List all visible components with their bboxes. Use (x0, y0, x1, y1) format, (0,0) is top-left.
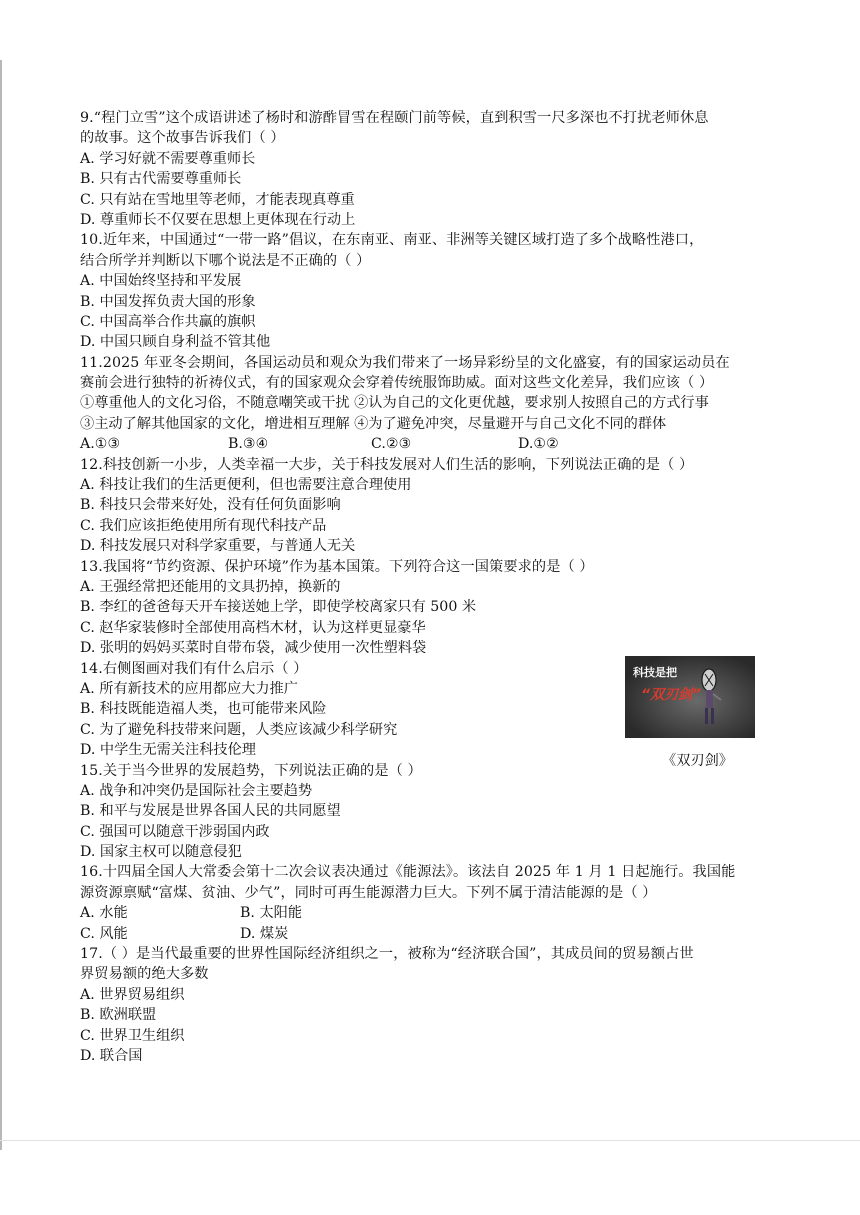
question-9-option-d[interactable]: D. 尊重师长不仅要在思想上更体现在行动上 (80, 211, 356, 228)
question-13-option-a[interactable]: A. 王强经常把还能用的文具扔掉，换新的 (80, 578, 341, 595)
question-11-option-a[interactable]: A.①③ (80, 436, 121, 453)
question-17-option-a[interactable]: A. 世界贸易组织 (80, 986, 185, 1003)
question-12-option-a[interactable]: A. 科技让我们的生活更便利，但也需要注意合理使用 (80, 477, 412, 494)
question-12-option-c[interactable]: C. 我们应该拒绝使用所有现代科技产品 (80, 517, 327, 534)
question-14-stem-line-1: 14.右侧图画对我们有什么启示（ ） (80, 660, 308, 677)
question-11-statement-line-2: ③主动了解其他国家的文化，增进相互理解 ④为了避免冲突，尽量避开与自己文化不同的群体 (80, 415, 667, 432)
question-12-option-d[interactable]: D. 科技发展只对科学家重要，与普通人无关 (80, 538, 356, 555)
question-9-option-b[interactable]: B. 只有古代需要尊重师长 (80, 171, 242, 188)
question-13-stem-line-1: 13.我国将“节约资源、保护环境”作为基本国策。下列符合这一国策要求的是（ ） (80, 558, 594, 575)
question-11-options (80, 434, 792, 454)
question-16-option-c[interactable]: C. 风能 (80, 925, 128, 942)
question-11-statement-line-1: ①尊重他人的文化习俗，不随意嘲笑或干扰 ②认为自己的文化更优越，要求别人按照自己的方式行事 (80, 395, 709, 412)
question-15-option-b[interactable]: B. 和平与发展是世界各国人民的共同愿望 (80, 803, 341, 820)
figure-caption-top: 科技是把 (633, 666, 677, 679)
question-11-option-b[interactable]: B.③④ (228, 436, 269, 453)
question-14-option-c[interactable]: C. 为了避免科技带来问题，人类应该减少科学研究 (80, 721, 398, 738)
exam-page (80, 108, 792, 1066)
question-15 (80, 761, 792, 863)
question-9-option-c[interactable]: C. 只有站在雪地里等老师，才能表现真尊重 (80, 191, 355, 208)
question-11-option-d[interactable]: D.①② (518, 436, 559, 453)
question-15-option-d[interactable]: D. 国家主权可以随意侵犯 (80, 844, 242, 861)
figure-title: 《双刃剑》 (662, 753, 733, 769)
question-17-option-b[interactable]: B. 欧洲联盟 (80, 1007, 157, 1024)
question-11 (80, 353, 792, 455)
question-10-option-a[interactable]: A. 中国始终坚持和平发展 (80, 273, 242, 290)
question-10-option-c[interactable]: C. 中国高举合作共赢的旗帜 (80, 313, 256, 330)
page-left-edge (0, 60, 2, 1150)
question-10 (80, 230, 792, 352)
question-15-option-a[interactable]: A. 战争和冲突仍是国际社会主要趋势 (80, 782, 313, 799)
question-14-option-a[interactable]: A. 所有新技术的应用都应大力推广 (80, 680, 298, 697)
question-13-option-d[interactable]: D. 张明的妈妈买菜时自带布袋，减少使用一次性塑料袋 (80, 640, 427, 657)
question-16-option-b[interactable]: B. 太阳能 (240, 905, 303, 922)
question-9-stem-line-2: 的故事。这个故事告诉我们（ ） (80, 130, 285, 147)
question-14-option-b[interactable]: B. 科技既能造福人类，也可能带来风险 (80, 701, 327, 718)
question-16-option-a[interactable]: A. 水能 (80, 905, 128, 922)
question-13-option-b[interactable]: B. 李红的爸爸每天开车接送她上学，即使学校离家只有 500 米 (80, 599, 477, 616)
question-9-stem-line-1: 9.“程门立雪”这个成语讲述了杨时和游酢冒雪在程颐门前等候，直到积雪一尺多深也不打扰老师休息 (80, 110, 709, 126)
question-12 (80, 455, 792, 557)
question-10-stem-line-1: 10.近年来，中国通过“一带一路”倡议，在东南亚、南亚、非洲等关键区域打造了多个战略性港口， (80, 232, 704, 249)
page-bottom-rule (0, 1140, 860, 1141)
question-17-stem-line-2: 界贸易额的绝大多数 (80, 966, 209, 983)
question-16-stem-line-1: 16.十四届全国人大常委会第十二次会议表决通过《能源法》。该法自 2025 年 1 月 1 日起施行。我国能 (80, 864, 736, 881)
question-14-option-d[interactable]: D. 中学生无需关注科技伦理 (80, 742, 256, 759)
question-16-option-d[interactable]: D. 煤炭 (240, 925, 289, 942)
question-16-stem-line-2: 源资源禀赋“富煤、贫油、少气”，同时可再生能源潜力巨大。下列不属于清洁能源的是（ ） (80, 884, 657, 901)
question-17-option-c[interactable]: C. 世界卫生组织 (80, 1027, 185, 1044)
question-17 (80, 944, 792, 1066)
question-17-option-d[interactable]: D. 联合国 (80, 1047, 143, 1064)
question-12-option-b[interactable]: B. 科技只会带来好处，没有任何负面影响 (80, 497, 341, 514)
question-11-stem-line-2: 赛前会进行独特的祈祷仪式，有的国家观众会穿着传统服饰助威。面对这些文化差异，我们应该（ ） (80, 375, 714, 392)
question-9-option-a[interactable]: A. 学习好就不需要尊重师长 (80, 150, 256, 167)
question-15-option-c[interactable]: C. 强国可以随意干涉弱国内政 (80, 823, 270, 840)
question-16-options-row-2 (80, 924, 792, 944)
question-11-option-c[interactable]: C.②③ (371, 436, 412, 453)
question-15-stem-line-1: 15.关于当今世界的发展趋势，下列说法正确的是（ ） (80, 762, 422, 779)
double-edged-sword-figure (625, 656, 755, 738)
question-10-option-d[interactable]: D. 中国只顾自身利益不管其他 (80, 334, 271, 351)
figure-caption-main: “双刃剑” (641, 687, 702, 703)
question-16-options-row-1 (80, 903, 792, 923)
question-9 (80, 108, 792, 230)
question-13-option-c[interactable]: C. 赵华家装修时全部使用高档木材，认为这样更显豪华 (80, 619, 426, 636)
question-17-stem-line-1: 17.（ ）是当代最重要的世界性国际经济组织之一，被称为“经济联合国”，其成员间的贸易额占世 (80, 946, 694, 963)
question-10-stem-line-2: 结合所学并判断以下哪个说法是不正确的（ ） (80, 252, 371, 269)
question-13 (80, 557, 792, 659)
question-12-stem-line-1: 12.科技创新一小步，人类幸福一大步，关于科技发展对人们生活的影响，下列说法正确的是（ ） (80, 456, 694, 473)
question-16 (80, 862, 792, 944)
question-10-option-b[interactable]: B. 中国发挥负责大国的形象 (80, 293, 256, 310)
question-11-stem-line-1: 11.2025 年亚冬会期间，各国运动员和观众为我们带来了一场异彩纷呈的文化盛宴，有的国家运动员在 (80, 354, 730, 371)
